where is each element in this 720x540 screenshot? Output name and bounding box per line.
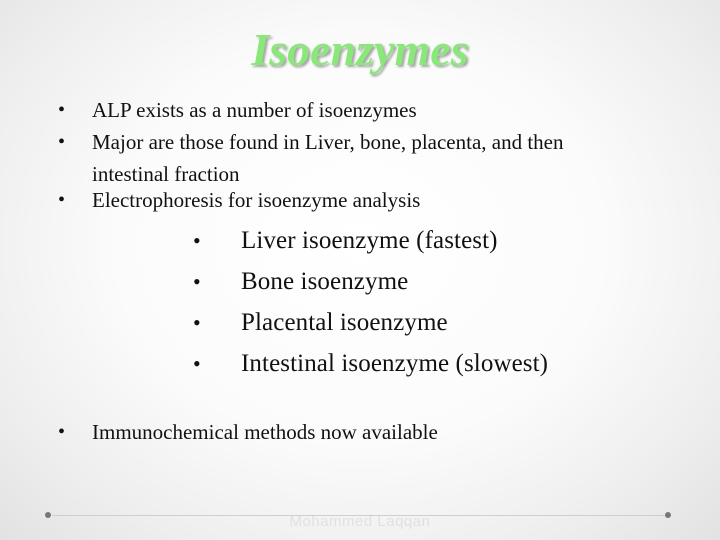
sub-bullet-text: Intestinal isoenzyme (slowest) [241,350,549,377]
bullet-marker: • [58,421,66,443]
bullet-text: Major are those found in Liver, bone, placenta, and then intestinal fraction [92,130,564,186]
bullet-text: Electrophoresis for isoenzyme analysis [92,188,421,212]
sub-bullet-marker: • [193,310,201,335]
bullet-text: ALP exists as a number of isoenzymes [92,98,417,122]
bullet-marker: • [58,99,66,121]
sub-bullet-item [193,220,498,261]
slide-title: Isoenzymes [251,24,469,75]
bullet-marker: • [58,189,66,211]
sub-bullet-item [193,261,408,302]
bullet-text: Immunochemical methods now available [92,420,438,444]
bullet-item [58,416,652,448]
sub-bullet-marker: • [193,228,201,253]
bullet-item [58,126,642,190]
sub-bullet-item [193,302,448,343]
sub-bullet-item [193,343,548,384]
sub-bullet-marker: • [193,351,201,376]
sub-bullet-text: Bone isoenzyme [241,268,409,295]
bullet-item [58,94,652,126]
sub-bullet-text: Placental isoenzyme [241,309,448,336]
sub-bullet-text: Liver isoenzyme (fastest) [241,227,498,254]
bullet-item [58,184,652,216]
sub-bullet-marker: • [193,269,201,294]
footer-text: Mohammed Laqqan [289,513,431,530]
bullet-marker: • [58,131,66,153]
